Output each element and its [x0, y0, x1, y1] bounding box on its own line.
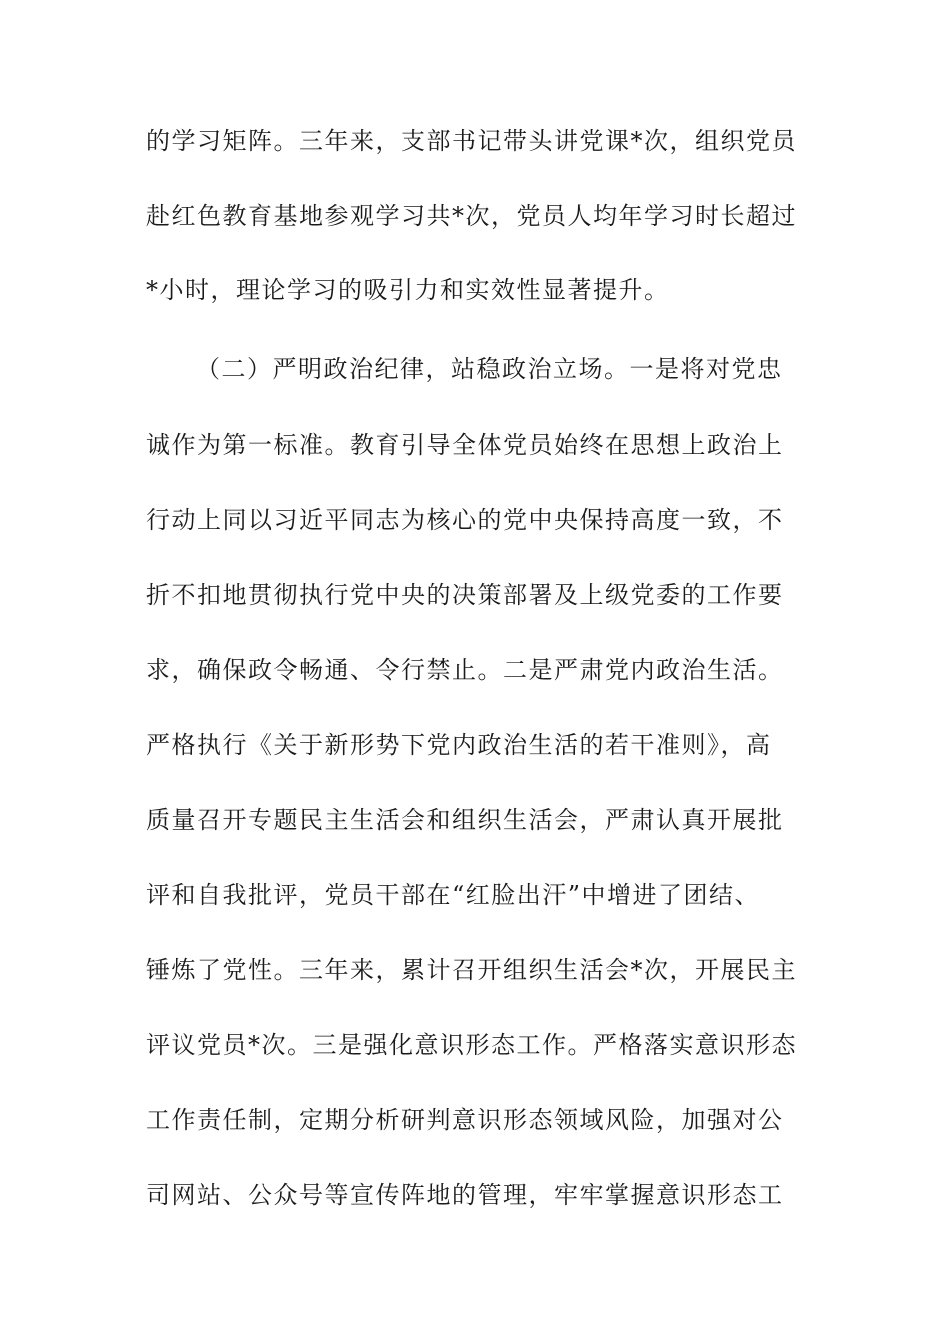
- text-line-7: 折不扣地贯彻执行党中央的决策部署及上级党委的工作要: [146, 581, 784, 609]
- text-line-8: 求，确保政令畅通、令行禁止。二是严肃党内政治生活。: [146, 656, 784, 684]
- text-line-11: 评和自我批评，党员干部在“红脸出汗”中增进了团结、: [146, 881, 761, 909]
- section-heading-line: （二）严明政治纪律，站稳政治立场。一是将对党忠: [196, 355, 783, 383]
- text-line-5: 诚作为第一标准。教育引导全体党员始终在思想上政治上: [146, 431, 784, 459]
- text-line-13: 评议党员*次。三是强化意识形态工作。严格落实意识形态: [146, 1031, 797, 1059]
- text-line-12: 锤炼了党性。三年来，累计召开组织生活会*次，开展民主: [146, 956, 797, 984]
- text-line-14: 工作责任制，定期分析研判意识形态领域风险，加强对公: [146, 1106, 784, 1134]
- text-line-15: 司网站、公众号等宣传阵地的管理，牢牢掌握意识形态工: [146, 1181, 784, 1209]
- text-line-10: 质量召开专题民主生活会和组织生活会，严肃认真开展批: [146, 806, 784, 834]
- text-line-2: 赴红色教育基地参观学习共*次，党员人均年学习时长超过: [146, 202, 797, 230]
- text-line-6: 行动上同以习近平同志为核心的党中央保持高度一致，不: [146, 506, 784, 534]
- text-line-9: 严格执行《关于新形势下党内政治生活的若干准则》，高: [146, 731, 772, 759]
- text-line-1: 的学习矩阵。三年来，支部书记带头讲党课*次，组织党员: [146, 127, 797, 155]
- text-line-3: *小时，理论学习的吸引力和实效性显著提升。: [146, 276, 670, 304]
